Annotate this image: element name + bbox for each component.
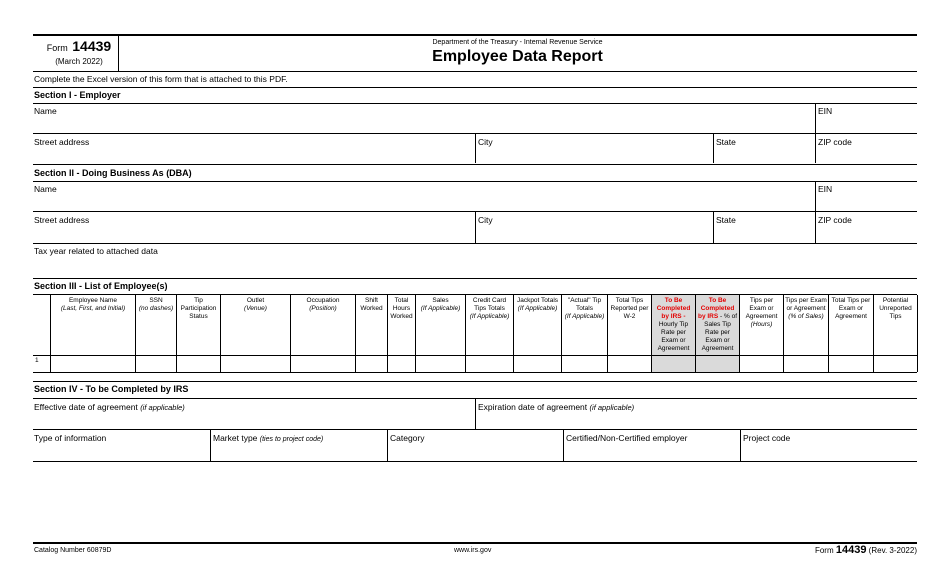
section-1-title: Section I - Employer xyxy=(34,90,121,100)
employer-city-field[interactable] xyxy=(476,134,713,163)
table-cell[interactable] xyxy=(136,356,176,372)
row-number: 1 xyxy=(35,357,39,364)
table-cell[interactable] xyxy=(221,356,290,372)
table-cell[interactable] xyxy=(356,356,387,372)
footer-form-id xyxy=(700,544,917,556)
website-link[interactable]: www.irs.gov xyxy=(454,547,492,554)
employer-zip-field[interactable] xyxy=(816,134,917,163)
column-header-text: Tips per Exam or Agreement xyxy=(745,297,778,320)
dba-state-label: State xyxy=(716,215,736,225)
table-cell[interactable] xyxy=(388,356,415,372)
column-header-note: (Position) xyxy=(309,305,337,312)
rule xyxy=(33,355,917,356)
column-header-text: Occupation xyxy=(306,297,340,304)
column-header-3 xyxy=(177,295,220,355)
column-header-note: (If Applicable) xyxy=(564,313,605,320)
irs-only-marker: To Be Completed by IRS - xyxy=(656,297,691,320)
table-column-divider xyxy=(917,295,918,372)
rule xyxy=(33,164,917,165)
project-code-label: Project code xyxy=(743,433,791,443)
rule xyxy=(33,372,917,373)
tax-year-field[interactable] xyxy=(33,244,917,278)
table-cell[interactable] xyxy=(608,356,651,372)
column-header-text: Total Hours Worked xyxy=(390,297,413,320)
section-2-title: Section II - Doing Business As (DBA) xyxy=(34,168,192,178)
section-4-title: Section IV - To be Completed by IRS xyxy=(34,384,189,394)
category-label: Category xyxy=(390,433,425,443)
form-id-block xyxy=(40,38,118,66)
employer-state-field[interactable] xyxy=(714,134,815,163)
column-header-6 xyxy=(356,295,387,355)
footer-revision: (Rev. 3-2022) xyxy=(868,546,917,555)
column-header-text: Potential Unreported Tips xyxy=(879,297,912,320)
type-of-information-field[interactable] xyxy=(33,430,210,461)
table-cell[interactable] xyxy=(291,356,355,372)
table-cell[interactable] xyxy=(416,356,465,372)
column-header-13 xyxy=(652,295,695,355)
dba-name-field[interactable] xyxy=(33,182,815,211)
column-header-17 xyxy=(829,295,873,355)
footer-form-number: 14439 xyxy=(835,544,867,556)
column-header-4 xyxy=(221,295,290,355)
column-header-1 xyxy=(51,295,135,355)
rule xyxy=(33,461,917,462)
table-cell[interactable] xyxy=(696,356,739,372)
column-header-text: Credit Card Tips Totals xyxy=(472,297,507,312)
table-cell[interactable] xyxy=(177,356,220,372)
column-header-text: Outlet xyxy=(246,297,265,304)
market-type-label: Market type (ties to project code) xyxy=(213,433,324,443)
column-header-note: (If Applicable) xyxy=(469,313,510,320)
column-header-note: (% of Sales) xyxy=(788,313,824,320)
employer-city-label: City xyxy=(478,137,493,147)
column-header-2 xyxy=(136,295,176,355)
employer-ein-field[interactable] xyxy=(816,104,917,133)
table-cell[interactable] xyxy=(562,356,607,372)
column-header-note: (no dashes) xyxy=(138,305,174,312)
employer-zip-label: ZIP code xyxy=(818,137,852,147)
footer-form-prefix: Form xyxy=(814,546,834,555)
certified-employer-field[interactable] xyxy=(564,430,740,461)
table-cell[interactable] xyxy=(874,356,917,372)
table-cell[interactable] xyxy=(740,356,783,372)
tax-year-label: Tax year related to attached data xyxy=(34,246,158,256)
form-prefix: Form xyxy=(46,43,68,53)
dba-ein-field[interactable] xyxy=(816,182,917,211)
column-header-5 xyxy=(291,295,355,355)
type-of-information-label: Type of information xyxy=(34,433,107,443)
rule xyxy=(33,87,917,88)
column-header-8 xyxy=(416,295,465,355)
column-header-7 xyxy=(388,295,415,355)
column-header-18 xyxy=(874,295,917,355)
column-header-text: SSN xyxy=(149,297,163,304)
dba-street-field[interactable] xyxy=(33,212,475,243)
section-3-title: Section III - List of Employee(s) xyxy=(34,281,168,291)
dba-zip-label: ZIP code xyxy=(818,215,852,225)
project-code-field[interactable] xyxy=(741,430,917,461)
rule xyxy=(33,278,917,279)
column-header-14 xyxy=(696,295,739,355)
column-header-text: Jackpot Totals xyxy=(516,297,559,304)
dba-street-label: Street address xyxy=(34,215,90,225)
column-header-text: - % of Sales Tip Rate per Exam or Agreement xyxy=(701,313,738,352)
table-cell[interactable] xyxy=(829,356,873,372)
column-header-note: (If Applicable) xyxy=(517,305,558,312)
dba-ein-label: EIN xyxy=(818,184,833,194)
expiration-date-label: Expiration date of agreement (if applicable) xyxy=(478,402,635,412)
column-header-16 xyxy=(784,295,828,355)
certified-employer-label: Certified/Non-Certified employer xyxy=(566,433,688,443)
top-rule xyxy=(33,34,917,36)
page-title: Employee Data Report xyxy=(432,48,603,65)
employer-street-field[interactable] xyxy=(33,134,475,163)
table-cell[interactable] xyxy=(51,356,135,372)
column-header-text: Tips per Exam or Agreement xyxy=(785,297,827,312)
form-date: (March 2022) xyxy=(55,57,103,66)
column-header-15 xyxy=(740,295,783,355)
dba-city-label: City xyxy=(478,215,493,225)
column-header-note: (If Applicable) xyxy=(420,305,461,312)
dba-city-field[interactable] xyxy=(476,212,713,243)
catalog-number: Catalog Number 60879D xyxy=(34,547,112,554)
column-header-text: Employee Name xyxy=(68,297,118,304)
instruction-text: Complete the Excel version of this form that is attached to this PDF. xyxy=(34,74,288,84)
column-header-text: "Actual" Tip Totals xyxy=(567,297,602,312)
effective-date-label: Effective date of agreement (if applicable) xyxy=(34,402,185,412)
form-number: 14439 xyxy=(72,38,112,54)
agency-line: Department of the Treasury - Internal Revenue Service xyxy=(432,39,603,46)
effective-date-field[interactable] xyxy=(33,399,475,429)
column-header-text: Tip Participation Status xyxy=(180,297,217,320)
column-header-text: Sales xyxy=(432,297,449,304)
rule xyxy=(33,381,917,382)
market-type-field[interactable] xyxy=(211,430,387,461)
column-header-11 xyxy=(562,295,607,355)
employer-street-label: Street address xyxy=(34,137,90,147)
column-header-9 xyxy=(466,295,513,355)
table-cell[interactable] xyxy=(784,356,828,372)
employer-name-label: Name xyxy=(34,106,57,116)
table-cell[interactable] xyxy=(652,356,695,372)
column-header-note: (Last, First, and Initial) xyxy=(60,305,126,312)
dba-zip-field[interactable] xyxy=(816,212,917,243)
column-header-12 xyxy=(608,295,651,355)
column-header-text: Shift Worked xyxy=(360,297,383,312)
table-cell[interactable] xyxy=(514,356,561,372)
table-cell[interactable] xyxy=(466,356,513,372)
employer-name-field[interactable] xyxy=(33,104,815,133)
expiration-date-field[interactable] xyxy=(476,399,917,429)
column-header-text: Total Tips per Exam or Agreement xyxy=(831,297,871,320)
employer-ein-label: EIN xyxy=(818,106,833,116)
irs-only-marker: To Be Completed by IRS xyxy=(697,297,735,320)
column-header-note: (Hours) xyxy=(750,321,773,328)
column-header-10 xyxy=(514,295,561,355)
employer-state-label: State xyxy=(716,137,736,147)
category-field[interactable] xyxy=(388,430,563,461)
dba-name-label: Name xyxy=(34,184,57,194)
column-header-text: Hourly Tip Rate per Exam or Agreement xyxy=(657,321,690,352)
header-bottom-rule xyxy=(33,71,917,72)
column-header-note: (Venue) xyxy=(244,305,267,312)
dba-state-field[interactable] xyxy=(714,212,815,243)
column-header-text: Total Tips Reported per W-2 xyxy=(610,297,649,320)
